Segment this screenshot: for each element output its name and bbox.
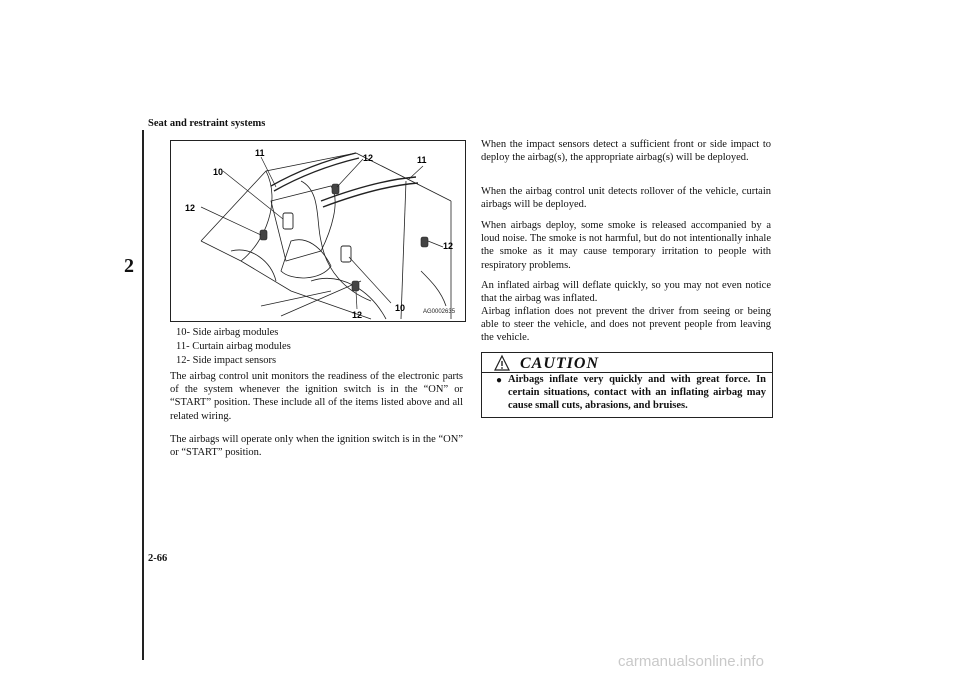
airbag-system-figure (170, 140, 466, 322)
chapter-divider (142, 130, 144, 660)
legend-label: Curtain airbag modules (192, 341, 291, 352)
legend-label: Side airbag modules (192, 327, 279, 338)
legend-item (176, 354, 291, 368)
chapter-number: 2 (124, 255, 134, 277)
body-paragraph: Airbag inflation does not prevent the driver from seeing or being able to steer the vehicle, and does not prevent people from leaving the vehicle. (481, 306, 771, 344)
figure-legend (176, 326, 291, 368)
callout-label: 10 (395, 303, 406, 313)
callout-label: 12 (443, 241, 454, 251)
body-paragraph: When the impact sensors detect a sufficient front or side impact to deploy the airbag(s), the appropriate airbag(s) will be deployed. (481, 139, 771, 164)
bullet-icon: ● (496, 375, 503, 386)
callout-label: 12 (185, 203, 196, 213)
body-paragraph: The airbags will operate only when the ignition switch is in the “ON” or “START” position. (170, 434, 463, 459)
legend-number: 11- (176, 341, 190, 352)
callout-leaders (201, 157, 443, 309)
callout-label: 12 (352, 310, 363, 320)
callout-label: 11 (255, 148, 265, 158)
callout-label: 11 (417, 155, 427, 165)
caution-text: Airbags inflate very quickly and with great force. In certain situations, contact with an inflating airbag may cause small cuts, abrasions, and bruises. (508, 374, 766, 412)
body-paragraph: An inflated airbag will deflate quickly, so you may not even notice that the airbag was inflated. (481, 280, 771, 305)
watermark: carmanualsonline.info (618, 653, 764, 670)
side-airbag-markers (283, 213, 351, 262)
curtain-airbag-lines (271, 153, 418, 207)
body-paragraph: The airbag control unit monitors the readiness of the electronic parts of the system whenever the ignition switch is in the “ON” or “START” position. These include all of the items listed above and all related wiring. (170, 371, 463, 422)
section-title: Seat and restraint systems (148, 118, 266, 129)
body-paragraph: When the airbag control unit detects rollover of the vehicle, curtain airbags will be deployed. (481, 186, 771, 211)
warning-triangle-icon (494, 354, 510, 372)
body-paragraph: When airbags deploy, some smoke is released accompanied by a loud noise. The smoke is not harmful, but do not intentionally inhale the smoke as it may cause temporary irritation to people with respiratory problems. (481, 220, 771, 271)
callout-label: 10 (213, 167, 224, 177)
legend-item (176, 326, 291, 340)
legend-number: 10- (176, 327, 190, 338)
legend-label: Side impact sensors (192, 355, 277, 366)
callout-label: 12 (363, 153, 374, 163)
image-code: AG0002635 (423, 309, 456, 315)
caution-title: CAUTION (520, 355, 600, 372)
page-number: 2-66 (148, 553, 168, 564)
caution-box (481, 352, 773, 418)
legend-item (176, 340, 291, 354)
legend-number: 12- (176, 355, 190, 366)
